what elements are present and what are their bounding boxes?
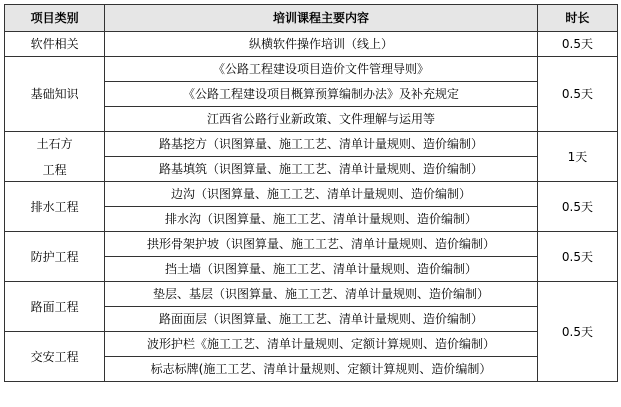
category-line: 土石方 [36, 136, 73, 151]
content-cell: 江西省公路行业新政策、文件理解与运用等 [105, 107, 538, 132]
duration-cell: 0.5天 [537, 232, 617, 282]
category-cell: 路面工程 [5, 282, 105, 332]
content-cell: 路基填筑（识图算量、施工工艺、清单计量规则、造价编制） [105, 157, 538, 182]
header-content: 培训课程主要内容 [105, 5, 538, 32]
category-cell: 排水工程 [5, 182, 105, 232]
table-row [5, 57, 618, 82]
table-header-row [5, 5, 618, 32]
content-cell: 拱形骨架护坡（识图算量、施工工艺、清单计量规则、造价编制） [105, 232, 538, 257]
duration-cell: 1天 [537, 132, 617, 182]
header-duration: 时长 [537, 5, 617, 32]
content-cell: 排水沟（识图算量、施工工艺、清单计量规则、造价编制） [105, 207, 538, 232]
content-cell: 垫层、基层（识图算量、施工工艺、清单计量规则、造价编制） [105, 282, 538, 307]
table-row [5, 182, 618, 207]
content-cell: 标志标牌(施工工艺、清单计量规则、定额计算规则、造价编制） [105, 357, 538, 382]
category-cell [5, 132, 105, 182]
category-cell: 基础知识 [5, 57, 105, 132]
content-cell: 《公路工程建设项目造价文件管理导则》 [105, 57, 538, 82]
content-cell: 挡土墙（识图算量、施工工艺、清单计量规则、造价编制） [105, 257, 538, 282]
content-cell: 路面面层（识图算量、施工工艺、清单计量规则、造价编制） [105, 307, 538, 332]
content-cell: 纵横软件操作培训（线上） [105, 32, 538, 57]
table-row [5, 132, 618, 157]
table-row [5, 332, 618, 357]
table-row [5, 32, 618, 57]
category-cell: 软件相关 [5, 32, 105, 57]
category-cell: 防护工程 [5, 232, 105, 282]
content-cell: 路基挖方（识图算量、施工工艺、清单计量规则、造价编制） [105, 132, 538, 157]
duration-cell: 0.5天 [537, 32, 617, 57]
table-row [5, 282, 618, 307]
duration-cell: 0.5天 [537, 282, 617, 382]
content-cell: 《公路工程建设项目概算预算编制办法》及补充规定 [105, 82, 538, 107]
category-cell: 交安工程 [5, 332, 105, 382]
table-row [5, 232, 618, 257]
training-course-table [4, 4, 618, 382]
header-category: 项目类别 [5, 5, 105, 32]
content-cell: 波形护栏《施工工艺、清单计量规则、定额计算规则、造价编制） [105, 332, 538, 357]
duration-cell: 0.5天 [537, 182, 617, 232]
duration-cell: 0.5天 [537, 57, 617, 132]
category-line: 工程 [42, 162, 67, 177]
content-cell: 边沟（识图算量、施工工艺、清单计量规则、造价编制） [105, 182, 538, 207]
